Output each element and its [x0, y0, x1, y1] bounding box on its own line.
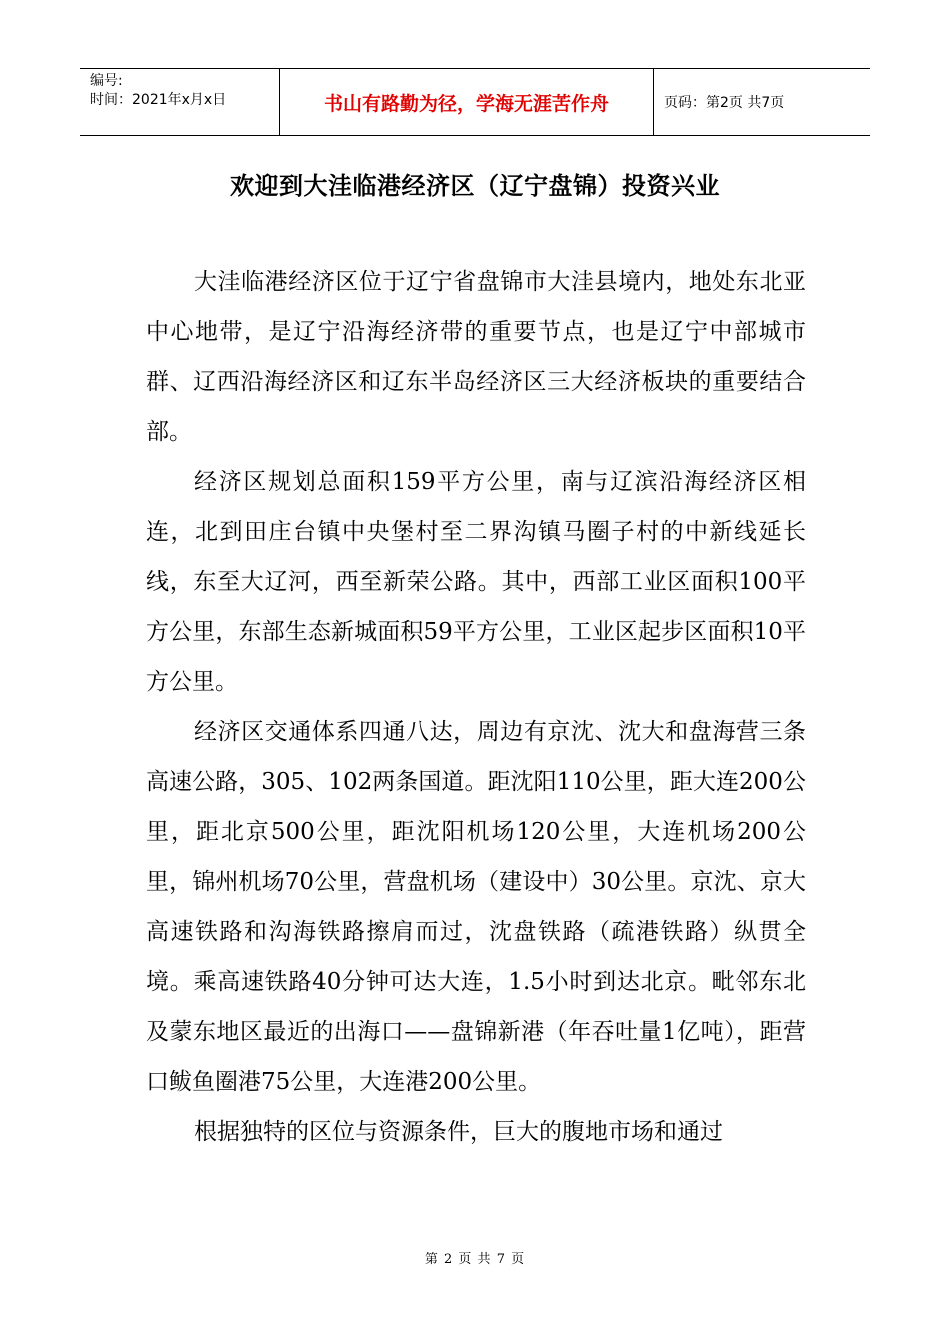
paragraph: 经济区交通体系四通八达，周边有京沈、沈大和盘海营三条高速公路，305、102两条国道。距沈阳110公里，距大连200公里，距北京500公里，距沈阳机场120公里，大连机场200公里，锦州机场70公里，营盘机场（建设中）30公里。京沈、京大高速铁路和沟海铁路擦肩而过，沈盘铁路（疏港铁路）纵贯全境。乘高速铁路40分钟可达大连，1.5小时到达北京。毗邻东北及蒙东地区最近的出海口——盘锦新港（年吞吐量1亿吨），距营口鲅鱼圈港75公里，大连港200公里。: [146, 719, 806, 1095]
page-footer: 第 2 页 共 7 页: [424, 1252, 526, 1267]
header-page-info: 页码：第2页 共7页: [664, 95, 785, 111]
header-number-label: 编号:: [90, 73, 123, 89]
paragraph: 大洼临港经济区位于辽宁省盘锦市大洼县境内，地处东北亚中心地带，是辽宁沿海经济带的重要节点，也是辽宁中部城市群、辽西沿海经济区和辽东半岛经济区三大经济板块的重要结合部。: [146, 269, 806, 445]
header-motto-cell: [280, 69, 654, 135]
header-meta-cell: [80, 69, 280, 135]
document-title: 欢迎到大洼临港经济区（辽宁盘锦）投资兴业: [230, 172, 720, 200]
header-motto: 书山有路勤为径，学海无涯苦作舟: [323, 92, 609, 115]
paragraph: 经济区规划总面积159平方公里，南与辽滨沿海经济区相连，北到田庄台镇中央堡村至二界沟镇马圈子村的中新线延长线，东至大辽河，西至新荣公路。其中，西部工业区面积100平方公里，东部生态新城面积59平方公里，工业区起步区面积10平方公里。: [146, 469, 806, 695]
header-time-label: 时间：2021年x月x日: [90, 92, 227, 108]
paragraph: 根据独特的区位与资源条件，巨大的腹地市场和通过: [194, 1119, 723, 1145]
document-body: [146, 257, 806, 1157]
header-page-cell: [654, 69, 870, 135]
document-header: [80, 68, 870, 136]
